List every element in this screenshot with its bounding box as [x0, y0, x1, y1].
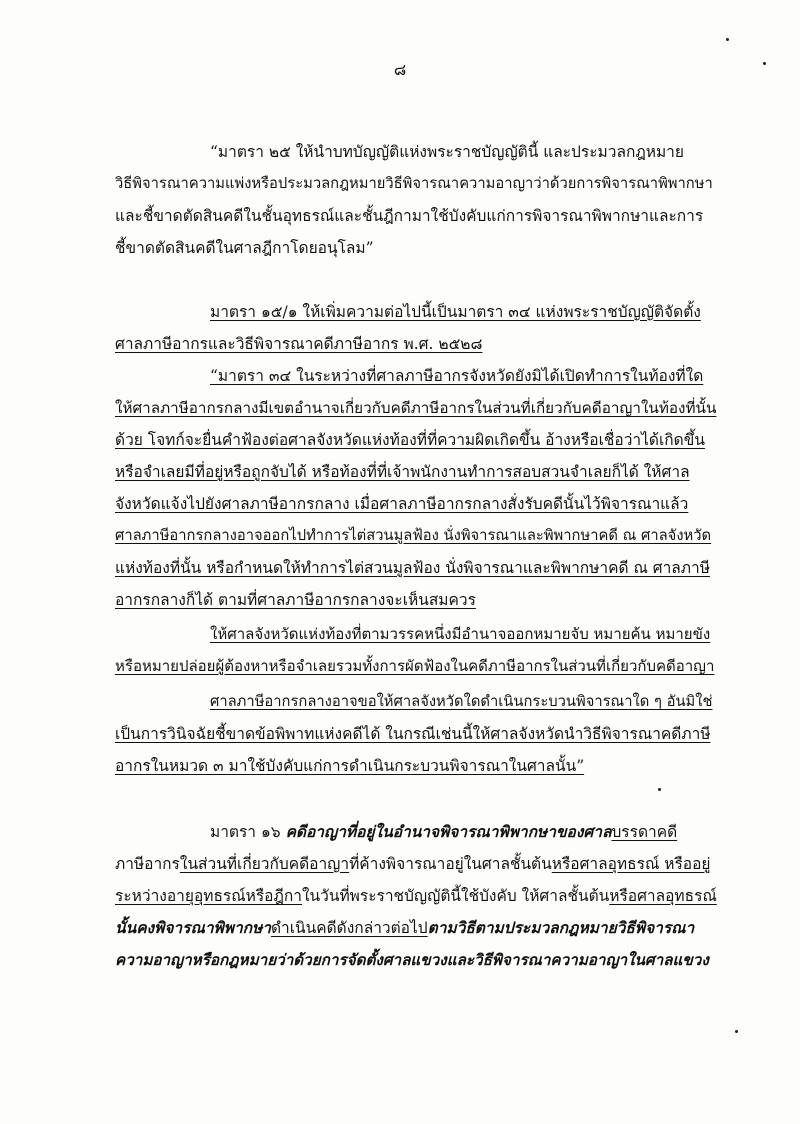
scan-speck: [735, 1030, 738, 1033]
section16-line-4-a: นั้นคงพิจารณาพิพากษา: [115, 918, 271, 937]
section16-line-3-b: ในวันที่พระราชบัญญัตินี้ใช้บังคับ ให้ศาลชั้นต้น: [301, 887, 610, 905]
section15-1-line-8: ศาลภาษีอากรกลางอาจออกไปทำการไต่สวนมูลฟ้อง นั่งพิจารณาและพิพากษาคดี ณ ศาลจังหวัด: [115, 527, 712, 544]
scan-speck: [726, 38, 729, 41]
section15-1-line-6: หรือจำเลยมีที่อยู่หรือถูกจับได้ หรือท้องที่ที่เจ้าพนักงานทำการสอบสวนจำเลยก็ได้ ให้ศาล: [115, 463, 690, 481]
section15-1-line-5: ด้วย โจทก์จะยื่นคำฟ้องต่อศาลจังหวัดแห่งท้องที่ที่ความผิดเกิดขึ้น อ้างหรือเชื่อว่าได้เกิดขึ้น: [115, 431, 705, 449]
section15-1-line-10: อากรกลางก็ได้ ตามที่ศาลภาษีอากรกลางจะเห็นสมควร: [115, 591, 476, 609]
section16-line-2-c: ที่ค้างพิจารณาอยู่ในศาลชั้นต้น: [349, 855, 552, 873]
section16-line-2-b: ในส่วนที่เกี่ยวกับคดีอาญา: [179, 855, 350, 873]
section25-line-2: [115, 172, 713, 196]
section15-1-line-14: เป็นการวินิจฉัยชี้ขาดข้อพิพาทแห่งคดีได้ ในกรณีเช่นนี้ให้ศาลจังหวัดนำวิธีพิจารณาคดีภาษี: [115, 725, 711, 743]
section15-1-line-9: แห่งท้องที่นั้น หรือกำหนดให้ทำการไต่สวนมูลฟ้อง นั่งพิจารณาและพิพากษาคดี ณ ศาลภาษี: [115, 559, 710, 577]
section15-1-line-7: จังหวัดแจ้งไปยังศาลภาษีอากรกลาง เมื่อศาลภาษีอากรกลางสั่งรับคดีนั้นไว้พิจารณาแล้ว: [115, 495, 689, 513]
section15-1-line-2: ศาลภาษีอากรและวิธีพิจารณาคดีภาษีอากร พ.ศ. ๒๕๒๘: [115, 335, 483, 353]
section25-line-2-text: วิธีพิจารณาความแพ่งหรือประมวลกฎหมายวิธีพิจารณาความอาญาว่าด้วยการพิจารณาพิพากษา: [115, 175, 713, 192]
section16-line-1-struck: คดีอาญาที่อยู่ในอำนาจพิจารณาพิพากษาของศาล: [285, 822, 612, 841]
section16-line-4: [115, 916, 694, 940]
section16-line-1-suffix: บรรดาคดี: [611, 823, 678, 841]
section15-1-line-11: ให้ศาลจังหวัดแห่งท้องที่ตามวรรคหนึ่งมีอำนาจออกหมายจับ หมายค้น หมายขัง: [210, 625, 711, 643]
section25-line-4: ชี้ขาดตัดสินคดีในศาลฎีกาโดยอนุโลม”: [115, 239, 374, 257]
section15-1-line-15: อากรในหมวด ๓ มาใช้บังคับแก่การดำเนินกระบวนพิจารณาในศาลนั้น”: [115, 757, 585, 775]
section15-1-line-13: ศาลภาษีอากรกลางอาจขอให้ศาลจังหวัดใดดำเนินกระบวนพิจารณาใด ๆ อันมิใช่: [210, 693, 713, 710]
section15-1-line-4: ให้ศาลภาษีอากรกลางมีเขตอำนาจเกี่ยวกับคดีภาษีอากรในส่วนที่เกี่ยวกับคดีอาญาในท้องที่นั้น: [115, 399, 717, 417]
section15-1-line-12: หรือหมายปล่อยผู้ต้องหาหรือจำเลยรวมทั้งการผัดฟ้องในคดีภาษีอากรในส่วนที่เกี่ยวกับคดีอาญา: [115, 657, 715, 675]
section16-line-5: ความอาญาหรือกฎหมายว่าด้วยการจัดตั้งศาลแขวงและวิธีพิจารณาความอาญาในศาลแขวง: [115, 951, 709, 969]
section16-line-2: [115, 852, 711, 876]
page-number: ๘: [393, 60, 407, 79]
section16-line-2-d: หรือศาลอุทธรณ์ หรืออยู่: [551, 855, 711, 873]
scan-speck: [763, 62, 766, 65]
section16-line-1: [210, 820, 677, 844]
section16-line-3: [115, 884, 717, 908]
section16-line-4-c: ตามวิธีตามประมวลกฎหมายวิธีพิจารณา: [427, 918, 695, 937]
scan-speck: [658, 788, 661, 791]
section16-line-2-a: ภาษีอากร: [115, 855, 180, 873]
section16-line-3-a: ระหว่างอายุอุทธรณ์หรือฎีกา: [115, 887, 302, 905]
section16-line-3-c: หรือศาลอุทธรณ์: [609, 887, 717, 905]
section15-1-line-3: “มาตรา ๓๔ ในระหว่างที่ศาลภาษีอากรจังหวัดยังมิได้เปิดทำการในท้องที่ใด: [210, 367, 704, 385]
section16-line-4-b: ดำเนินคดีดังกล่าวต่อไป: [270, 919, 428, 937]
section25-line-3: และชี้ขาดตัดสินคดีในชั้นอุทธรณ์และชั้นฎีกามาใช้บังคับแก่การพิจารณาพิพากษาและการ: [115, 207, 704, 225]
section25-line-1: “มาตรา ๒๕ ให้นำบทบัญญัติแห่งพระราชบัญญัตินี้ และประมวลกฎหมาย: [210, 143, 684, 161]
section15-1-line-1: มาตรา ๑๕/๑ ให้เพิ่มความต่อไปนี้เป็นมาตรา ๓๔ แห่งพระราชบัญญัติจัดตั้ง: [210, 303, 701, 321]
section16-line-1-prefix: มาตรา ๑๖: [210, 823, 286, 841]
